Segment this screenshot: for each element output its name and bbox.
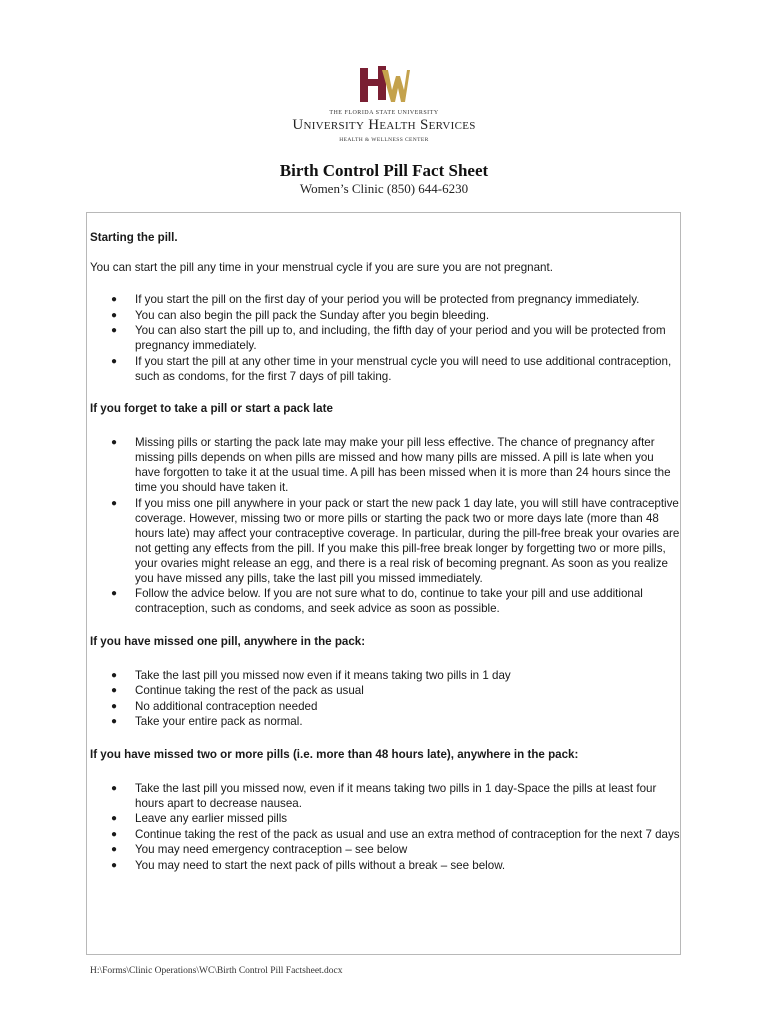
bullet-list-missed-two: [90, 781, 680, 873]
org-center-line: HEALTH & WELLNESS CENTER: [339, 137, 429, 143]
list-item: ● Leave any earlier missed pills: [111, 812, 288, 825]
list-item: ● If you miss one pill anywhere in your pack or start the new pack 1 day late, you will still have contraceptive coverage. However, missing two or more pills or starting the pack two or more days late (more than 48 hours late) may affect your contraceptive coverage. In particular, during the pill-free break your ovaries are not getting any effects from the pill. If you make this pill-free break longer by forgetting two or more pills, your ovaries might release an egg, and there is a real risk of becoming pregnant. As soon as you realize you have missed any pills, take the last pill you missed immediately.: [111, 496, 680, 585]
bullet-icon: ●: [111, 828, 118, 840]
list-item: ● Take the last pill you missed now, even if it means taking two pills in 1 day-Space the pills at least four hours apart to decrease nausea.: [111, 781, 657, 810]
list-item: ● Continue taking the rest of the pack as usual and use an extra method of contraception for the next 7 days: [111, 827, 680, 841]
bullet-icon: ●: [111, 588, 118, 599]
bullet-icon: ●: [111, 685, 118, 696]
bullet-icon: ●: [111, 813, 118, 824]
logo-w-mark: [382, 70, 410, 102]
list-item: ● Missing pills or starting the pack late may make your pill less effective. The chance of pregnancy after missing pills depends on when pills are missed and how many pills are missed. A pill is late when you have forgotten to take it at the usual time. A pill has been missed when it is more than 24 hours since the time you should have taken it.: [111, 436, 671, 494]
bullet-list-starting: [90, 292, 680, 384]
footer-file-path: H:\Forms\Clinic Operations\WC\Birth Control Pill Factsheet.docx: [90, 966, 343, 976]
bullet-icon: ●: [111, 294, 118, 305]
list-item: ● You can also start the pill up to, and including, the fifth day of your period and you will be protected from pregnancy immediately.: [111, 324, 666, 352]
bullet-icon: ●: [111, 669, 118, 681]
list-item: ● Take your entire pack as normal.: [111, 715, 303, 728]
section-heading-missed-one: If you have missed one pill, anywhere in the pack:: [90, 634, 366, 648]
logo-h-mark: [360, 66, 386, 102]
bullet-icon: ●: [111, 859, 118, 871]
document-subtitle: Women’s Clinic (850) 644-6230: [299, 181, 469, 196]
list-item: ● No additional contraception needed: [111, 699, 318, 713]
list-item: ● If you start the pill on the first day of your period you will be protected from pregnancy immediately.: [111, 293, 640, 306]
bullet-icon: ●: [111, 325, 118, 336]
uhs-logo: [358, 62, 410, 104]
list-item: ● You may need emergency contraception – see below: [111, 843, 408, 856]
bullet-list-missed-one: [90, 668, 680, 730]
list-item: ● Continue taking the rest of the pack as usual: [111, 684, 364, 697]
bullet-icon: ●: [111, 355, 118, 367]
content-body: [90, 230, 680, 873]
list-item: ● Follow the advice below. If you are not sure what to do, continue to take your pill and use additional contraception, such as condoms, and seek advice as soon as possible.: [111, 587, 643, 615]
section-heading-starting: Starting the pill.: [90, 231, 178, 244]
bullet-icon: ●: [111, 309, 118, 321]
org-university-line: THE FLORIDA STATE UNIVERSITY: [329, 110, 439, 116]
list-item: ● You may need to start the next pack of pills without a break – see below.: [111, 858, 506, 872]
section-heading-forget: If you forget to take a pill or start a pack late: [90, 402, 333, 415]
bullet-icon: ●: [111, 700, 118, 712]
bullet-icon: ●: [111, 782, 118, 794]
bullet-icon: ●: [111, 716, 118, 727]
document-title: Birth Control Pill Fact Sheet: [279, 161, 489, 180]
bullet-icon: ●: [111, 844, 118, 855]
bullet-icon: ●: [111, 437, 118, 448]
bullet-icon: ●: [111, 497, 118, 509]
list-item: ● If you start the pill at any other time in your menstrual cycle you will need to use additional contraception, such as condoms, for the first 7 days of pill taking.: [111, 354, 672, 383]
section-intro-starting: You can start the pill any time in your menstrual cycle if you are sure you are not pregnant.: [90, 261, 553, 274]
org-name: University Health Services: [292, 117, 476, 133]
list-item: ● Take the last pill you missed now even if it means taking two pills in 1 day: [111, 668, 511, 682]
list-item: ● You can also begin the pill pack the Sunday after you begin bleeding.: [111, 308, 490, 322]
section-heading-missed-two: If you have missed two or more pills (i.e. more than 48 hours late), anywhere in the pack:: [90, 747, 579, 761]
bullet-list-forget: [90, 435, 680, 616]
